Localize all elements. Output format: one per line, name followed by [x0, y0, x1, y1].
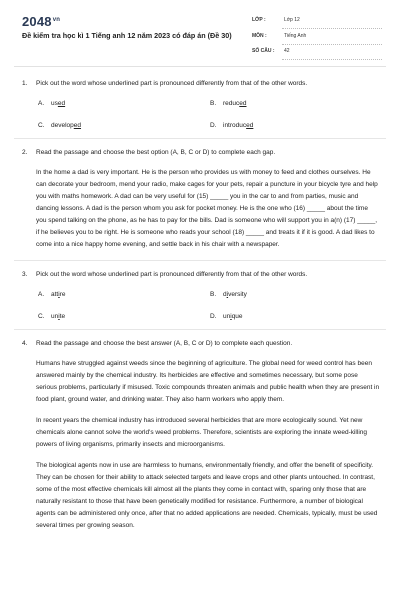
- question-text: Pick out the word whose underlined part is pronounced differently from that of the other words.: [36, 271, 308, 278]
- question-4: [22, 338, 380, 349]
- question-2: [22, 147, 380, 158]
- meta-count-row: [252, 44, 382, 60]
- question-text: Read the passage and choose the best answer (A, B, C or D) to complete each question.: [36, 340, 293, 347]
- question-divider: [14, 329, 386, 330]
- meta-subject-value: Tiếng Anh: [284, 33, 307, 39]
- question-text: Pick out the word whose underlined part is pronounced differently from that of the other words.: [36, 80, 308, 87]
- question-text: Read the passage and choose the best option (A, B, C or D) to complete each gap.: [36, 149, 276, 156]
- meta-class-value: Lớp 12: [284, 17, 300, 23]
- passage-paragraph: In recent years the chemical industry has introduced several herbicides that are more ecologically sound. Yet new chemicals alone cannot solve the world's weed problems. Therefore, scientists are exploring the innate weed-killing powers of living organisms, primarily insects and microorganisms.: [36, 417, 367, 448]
- question-list: [0, 78, 400, 541]
- question-1-options: [38, 98, 400, 131]
- question-4-passage: [36, 358, 380, 532]
- question-divider: [14, 138, 386, 139]
- option-b[interactable]: B. diversity: [210, 291, 247, 298]
- logo-tld: vn: [52, 16, 61, 23]
- header-divider: [14, 66, 386, 67]
- logo-text: 2048: [22, 14, 52, 29]
- option-d[interactable]: D. introduced: [210, 122, 254, 129]
- passage-paragraph: In the home a dad is very important. He is the person who provides us with money to feed and clothes ourselves. He can decorate your bedroom, mend your radio, make cages for your pets, repair a puncture in your bicycle tyre and help you with maths homework. A dad can be very useful for (15) _____ you in the car to and from parties, music and dancing lessons. A dad is the person whom you ask for pocket money. He is the one who (16) _____ about the time you spend talking on the phone, as he has to pay for the bills. Dad is someone who will support you in a(n) (17) _____, if he believes you to be right. He is someone who reads your school (18) _____ and treats it if it is good. A dad likes to come into a nice happy home evening, and settle back in his chair with a newspaper.: [36, 169, 378, 248]
- option-b[interactable]: B. reduced: [210, 100, 247, 107]
- site-logo[interactable]: [22, 14, 60, 29]
- meta-count-label: SỐ CÂU :: [252, 48, 275, 54]
- question-divider: [14, 260, 386, 261]
- question-number: 1.: [22, 80, 28, 87]
- passage-paragraph: Humans have struggled against weeds since the beginning of agriculture. The global need for weed control has been answered mainly by the chemical industry. Its herbicides are effective and sometimes necessary, but some pose serious problems, particularly if misused. Toxic compounds threaten animals and public health when they are present in food plant, ground water, and drinking water. They also harm workers who apply them.: [36, 360, 380, 403]
- question-number: 2.: [22, 149, 28, 156]
- meta-class-row: [252, 13, 382, 29]
- question-number: 3.: [22, 271, 28, 278]
- question-3-options: [38, 289, 400, 322]
- page-header: [0, 0, 400, 68]
- option-c[interactable]: C. developed: [38, 122, 82, 129]
- meta-divider: [282, 59, 382, 60]
- meta-class-label: LỚP :: [252, 17, 266, 23]
- option-a[interactable]: A. used: [38, 100, 66, 107]
- option-c[interactable]: C. unite: [38, 313, 66, 320]
- meta-subject-row: [252, 29, 382, 45]
- passage-paragraph: The biological agents now in use are harmless to humans, environmentally friendly, and offer the benefit of specificity. They can be chosen for their ability to attack selected targets and leave crops and other plants untouched. In contrast, some of the most effective chemicals kill almost all the plants they come in contact with, sparing only those that are naturally resistant to those that have been genetically modified for resistance. Furthermore, a number of biological agents can be administered only once, after that no added applications are needed. Chemicals, typically, must be used several times per growing season.: [36, 462, 378, 529]
- option-a[interactable]: A. attire: [38, 291, 66, 298]
- question-3: [22, 269, 380, 280]
- question-2-passage: [36, 167, 380, 251]
- page-title: Đề kiểm tra học kì 1 Tiếng anh 12 năm 2023 có đáp án (Đề 30): [22, 31, 232, 40]
- option-d[interactable]: D. unique: [210, 313, 243, 320]
- meta-subject-label: MÔN :: [252, 33, 267, 39]
- question-number: 4.: [22, 340, 28, 347]
- question-1: [22, 78, 380, 89]
- meta-count-value: 42: [284, 48, 290, 54]
